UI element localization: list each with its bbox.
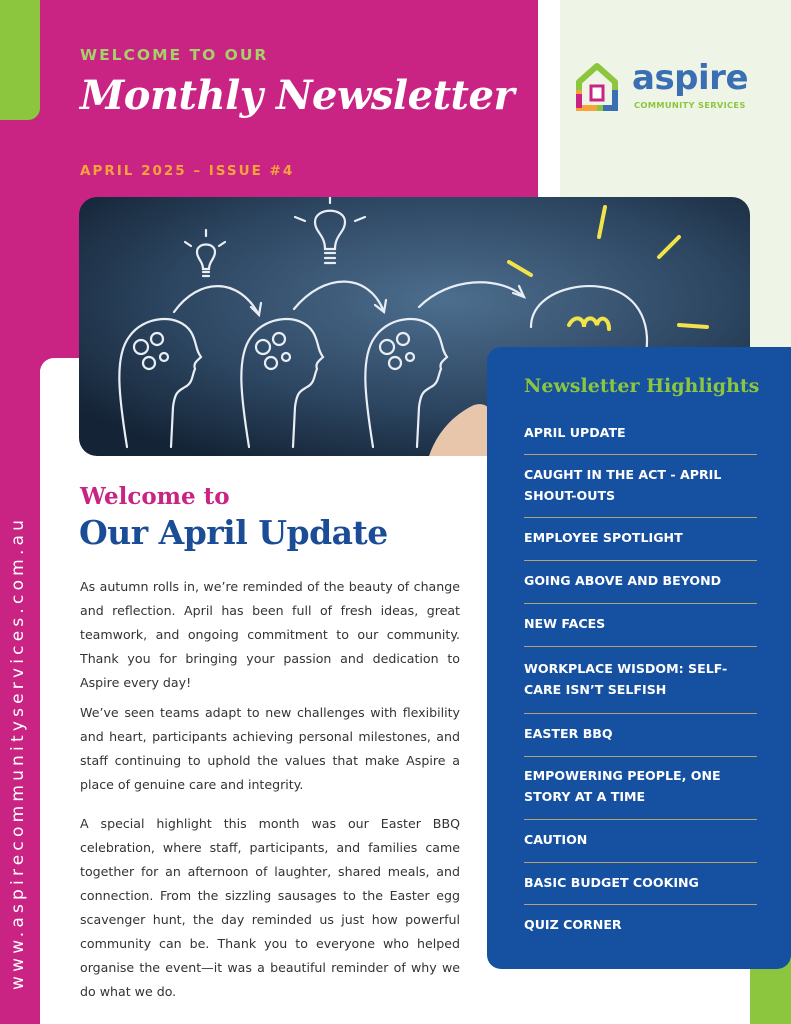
green-accent-tab xyxy=(0,0,40,120)
highlight-item[interactable]: CAUGHT IN THE ACT - APRIL SHOUT-OUTS xyxy=(524,467,722,503)
intro-paragraph: We’ve seen teams adapt to new challenges with flexibility and heart, participants achieving personal milestones, and staff continuing to uphold the values that make Aspire a place of genuine care and integrity. xyxy=(80,705,460,792)
divider xyxy=(524,517,757,518)
highlight-item[interactable]: GOING ABOVE AND BEYOND xyxy=(524,573,722,588)
welcome-subheading: Welcome to xyxy=(80,483,230,510)
highlight-item[interactable]: EASTER BBQ xyxy=(524,726,613,741)
divider xyxy=(524,819,757,820)
highlight-item[interactable]: NEW FACES xyxy=(524,616,606,631)
intro-paragraph: As autumn rolls in, we’re reminded of the beauty of change and reflection. April has been full of fresh ideas, great teamwork, and ongoing commitment to our community. Thank you for bringing your passion and dedication to Aspire every day! xyxy=(80,579,460,690)
welcome-heading: Our April Update xyxy=(79,513,388,552)
highlight-item[interactable]: QUIZ CORNER xyxy=(524,917,622,932)
divider xyxy=(524,756,757,757)
highlights-title: Newsletter Highlights xyxy=(524,375,760,397)
logo-wordmark: aspire xyxy=(632,58,748,98)
highlight-item[interactable]: CAUTION xyxy=(524,832,588,847)
highlight-item[interactable]: EMPLOYEE SPOTLIGHT xyxy=(524,530,683,545)
logo-subtitle: COMMUNITY SERVICES xyxy=(634,100,746,110)
header-kicker: WELCOME TO OUR xyxy=(80,46,269,64)
divider xyxy=(524,904,757,905)
highlight-item[interactable]: EMPOWERING PEOPLE, ONE STORY AT A TIME xyxy=(524,768,721,804)
highlight-item[interactable]: BASIC BUDGET COOKING xyxy=(524,875,699,890)
highlight-item[interactable]: WORKPLACE WISDOM: SELF-CARE ISN’T SELFISH xyxy=(524,661,728,697)
highlights-panel xyxy=(487,347,791,969)
intro-paragraph: A special highlight this month was our Easter BBQ celebration, where staff, participants, and families came together for an afternoon of laughter, shared meals, and connection. From the sizzling sausages to the Easter egg scavenger hunt, the day reminded us just how powerful community can be. Thank you to everyone who helped organise the event—it was a beautiful reminder of why we do what we do. xyxy=(80,816,460,999)
divider xyxy=(524,454,757,455)
divider xyxy=(524,560,757,561)
divider xyxy=(524,603,757,604)
issue-label: APRIL 2025 – ISSUE #4 xyxy=(80,163,295,179)
website-url[interactable]: www.aspirecommunityservices.com.au xyxy=(8,515,28,990)
divider xyxy=(524,862,757,863)
highlight-item[interactable]: APRIL UPDATE xyxy=(524,425,626,440)
divider xyxy=(524,646,757,647)
divider xyxy=(524,713,757,714)
newsletter-title: Monthly Newsletter xyxy=(80,72,515,119)
